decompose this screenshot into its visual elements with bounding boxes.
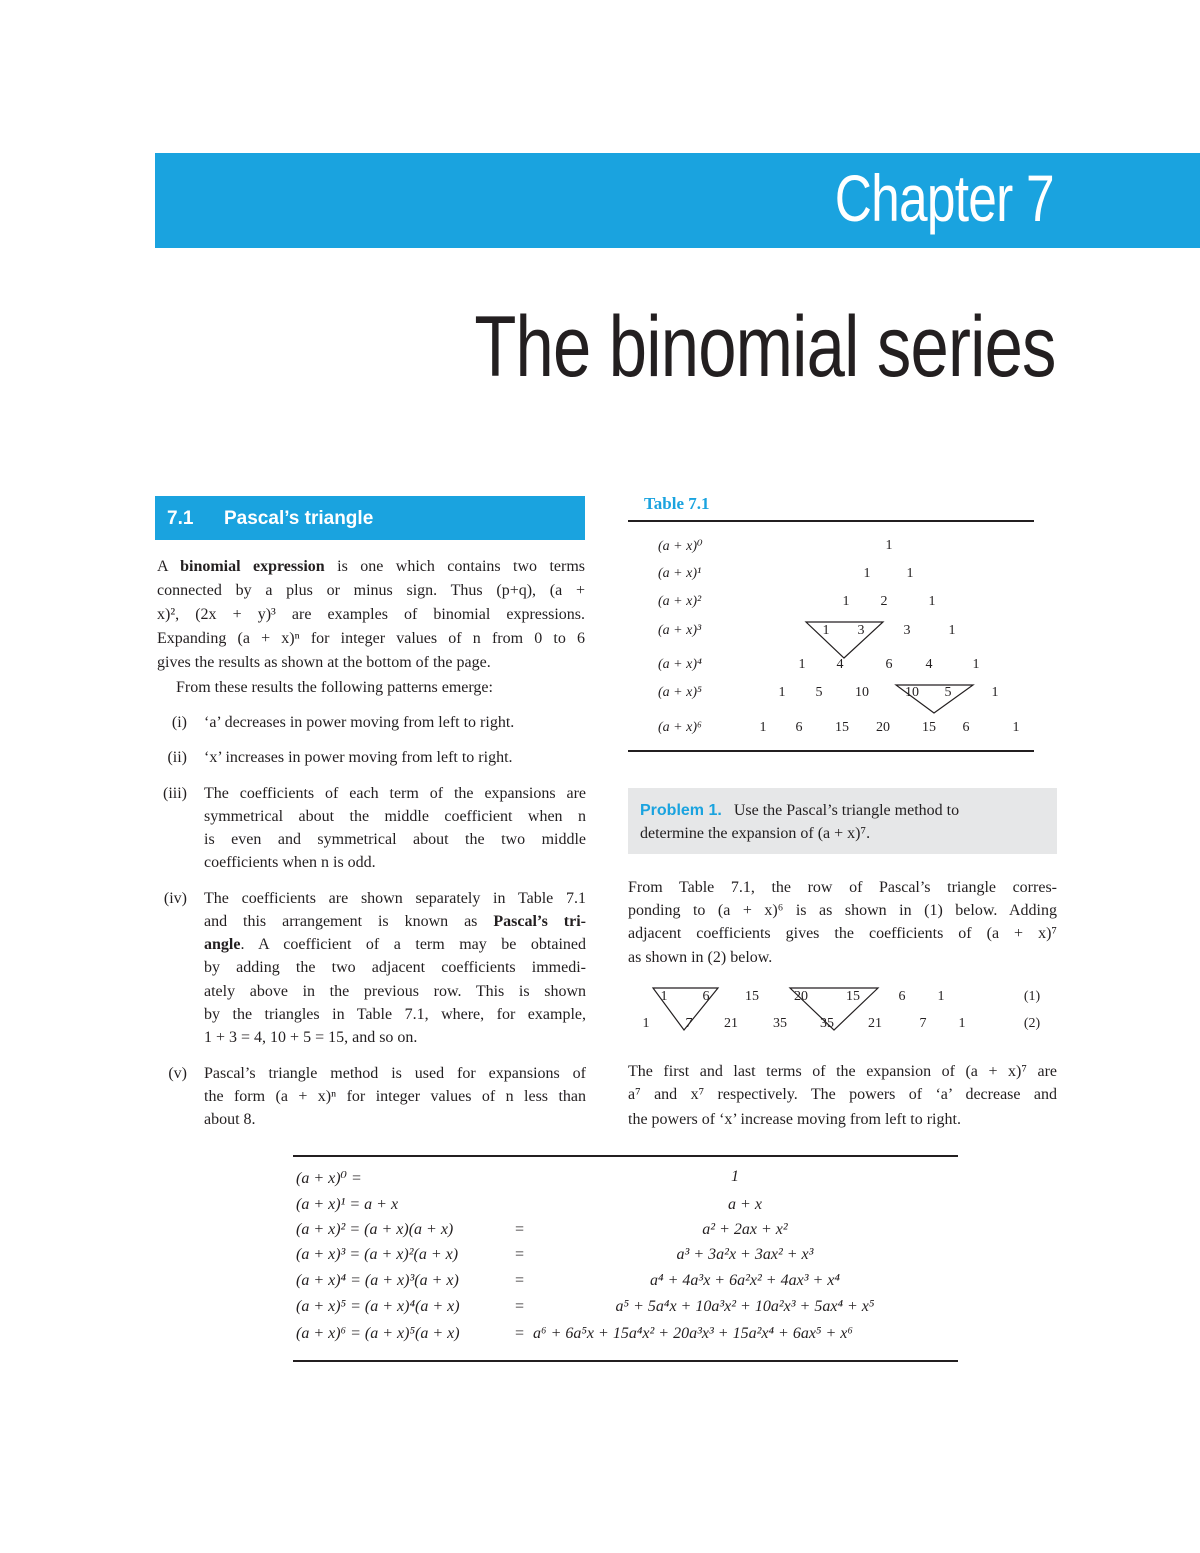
intro-line: x)², (2x + y)³ are examples of binomial expressions.: [157, 606, 585, 623]
row1-value: 1: [937, 989, 945, 1004]
paragraph-line: as shown in (2) below.: [628, 949, 773, 966]
table-cell: 2: [880, 594, 888, 609]
table-cell: 1: [798, 657, 806, 672]
addition-triangle: [806, 622, 883, 658]
paragraph-line: ponding to (a + x)⁶ is as shown in (1) below. Adding: [628, 902, 1057, 919]
table-cell: 1: [778, 685, 786, 700]
expansion-rhs: a⁴ + 4a³x + 6a²x² + 4ax³ + x⁴: [650, 1272, 840, 1289]
table-cell: 1: [759, 720, 767, 735]
table-cell: 3: [857, 623, 865, 638]
table-cell: 1: [885, 538, 893, 553]
expansion-bottom-rule: [293, 1360, 958, 1362]
chapter-label: Chapter 7: [834, 161, 1054, 235]
table-cell: 1: [972, 657, 980, 672]
list-item-line: the form (a + x)ⁿ for integer values of n less than: [204, 1088, 586, 1105]
list-item-line: The coefficients of each term of the expansions are: [204, 785, 586, 802]
table-row-label: (a + x)⁴: [658, 657, 702, 672]
problem-label: Problem 1.: [640, 802, 722, 819]
table-row-label: (a + x)¹: [658, 566, 702, 581]
paragraph-line: From Table 7.1, the row of Pascal’s triangle corres-: [628, 879, 1057, 896]
table-cell: 5: [815, 685, 823, 700]
table-cell: 4: [925, 657, 933, 672]
table-cell: 1: [948, 623, 956, 638]
list-item-line: and this arrangement is known as Pascal’s tri-: [204, 913, 586, 930]
row2-tag: (2): [1023, 1016, 1041, 1031]
table-cell: 5: [944, 685, 952, 700]
row1-value: 1: [660, 989, 668, 1004]
list-item-label: (ii): [167, 749, 187, 766]
expansion-lhs: (a + x)⁰ =: [296, 1170, 362, 1187]
paragraph-line: adjacent coefficients gives the coefficients of (a + x)⁷: [628, 925, 1057, 942]
table-cell: 10: [855, 685, 869, 700]
table-cell: 6: [885, 657, 893, 672]
patterns-line: From these results the following patterns emerge:: [176, 679, 493, 696]
row2-value: 35: [773, 1016, 787, 1031]
list-item: ‘a’ decreases in power moving from left to right.: [204, 714, 515, 731]
table-cell: 1: [822, 623, 830, 638]
list-item-line: by the triangles in Table 7.1, where, for example,: [204, 1006, 586, 1023]
expansion-rhs: a⁵ + 5a⁴x + 10a³x² + 10a²x³ + 5ax⁴ + x⁵: [615, 1298, 875, 1315]
table-cell: 1: [991, 685, 999, 700]
table-cell: 1: [928, 594, 936, 609]
expansion-equals: =: [514, 1246, 525, 1263]
table-cell: 1: [906, 566, 914, 581]
row1-tag: (1): [1023, 989, 1041, 1004]
expansion-rhs: a² + 2ax + x²: [702, 1221, 788, 1238]
intro-line: A binomial expression is one which contains two terms: [157, 558, 586, 575]
addition-triangle: [896, 685, 973, 713]
table-cell: 20: [876, 720, 890, 735]
list-item-line: about 8.: [204, 1111, 256, 1128]
table-cell: 6: [795, 720, 803, 735]
table-row-label: (a + x)⁰: [658, 539, 703, 554]
expansion-lhs: (a + x)² = (a + x)(a + x): [296, 1221, 454, 1238]
table-title: Table 7.1: [644, 494, 710, 513]
row2-value: 21: [724, 1016, 738, 1031]
row1-value: 6: [898, 989, 906, 1004]
table-cell: 10: [905, 685, 919, 700]
list-item-line: Pascal’s triangle method is used for expansions of: [204, 1065, 586, 1082]
row1-value: 6: [702, 989, 710, 1004]
expansion-equals: =: [514, 1221, 525, 1238]
row2-value: 7: [919, 1016, 927, 1031]
table-row-label: (a + x)⁵: [658, 685, 702, 700]
row1-value: 15: [745, 989, 759, 1004]
expansion-lhs: (a + x)⁵ = (a + x)⁴(a + x): [296, 1298, 460, 1315]
expansion-rhs: a + x: [728, 1196, 762, 1213]
list-item-line: coefficients when n is odd.: [204, 854, 376, 871]
problem-line: determine the expansion of (a + x)⁷.: [640, 825, 871, 842]
row2-value: 21: [868, 1016, 882, 1031]
list-item-line: angle. A coefficient of a term may be obtained: [204, 936, 586, 953]
table-cell: 15: [922, 720, 936, 735]
table-cell: 6: [962, 720, 970, 735]
intro-line: connected by a plus or minus sign. Thus (p+q), (a +: [157, 582, 585, 599]
expansion-equals: =: [514, 1272, 525, 1289]
list-item-line: 1 + 3 = 4, 10 + 5 = 15, and so on.: [204, 1029, 418, 1046]
list-item-label: (iii): [163, 785, 187, 802]
expansion-lhs: (a + x)⁶ = (a + x)⁵(a + x): [296, 1325, 460, 1342]
table-cell: 1: [842, 594, 850, 609]
expansion-equals: =: [514, 1298, 525, 1315]
paragraph-line: The first and last terms of the expansion of (a + x)⁷ are: [628, 1063, 1057, 1080]
row1-value: 15: [846, 989, 860, 1004]
list-item-line: symmetrical about the middle coefficient when n: [204, 808, 586, 825]
list-item-line: is even and symmetrical about the two middle: [204, 831, 586, 848]
row2-value: 1: [642, 1016, 650, 1031]
table-row-label: (a + x)³: [658, 623, 702, 638]
expansion-rhs: 1: [731, 1168, 739, 1185]
expansion-top-rule: [293, 1155, 958, 1157]
term-pascals-triangle: Pascal’s tri-: [493, 913, 586, 930]
expansion-lhs: (a + x)¹ = a + x: [296, 1196, 399, 1213]
list-item-line: ately above in the previous row. This is shown: [204, 983, 586, 1000]
list-item-label: (i): [171, 714, 187, 731]
list-item: ‘x’ increases in power moving from left to right.: [204, 749, 513, 766]
table-row-label: (a + x)⁶: [658, 720, 702, 735]
term-binomial-expression: binomial expression: [180, 558, 325, 575]
section-title: Pascal’s triangle: [224, 508, 374, 529]
intro-line: gives the results as shown at the bottom of the page.: [157, 654, 491, 671]
table-cell: 15: [835, 720, 849, 735]
expansion-rhs: a⁶ + 6a⁵x + 15a⁴x² + 20a³x³ + 15a²x⁴ + 6ax⁵ + x⁶: [533, 1325, 853, 1342]
expansion-rhs: a³ + 3a²x + 3ax² + x³: [676, 1246, 814, 1263]
expansion-lhs: (a + x)⁴ = (a + x)³(a + x): [296, 1272, 459, 1289]
row2-value: 1: [958, 1016, 966, 1031]
list-item-label: (v): [168, 1065, 187, 1082]
table-cell: 1: [863, 566, 871, 581]
table-cell: 4: [836, 657, 844, 672]
expansion-lhs: (a + x)³ = (a + x)²(a + x): [296, 1246, 459, 1263]
intro-line: Expanding (a + x)ⁿ for integer values of n from 0 to 6: [157, 630, 585, 647]
list-item-line: by adding the two adjacent coefficients immedi-: [204, 959, 586, 976]
list-item-label: (iv): [163, 890, 187, 907]
chapter-title: The binomial series: [474, 299, 1056, 395]
section-number: 7.1: [167, 508, 194, 529]
row2-value: 35: [820, 1016, 834, 1031]
table-cell: 1: [1012, 720, 1020, 735]
paragraph-line: the powers of ‘x’ increase moving from left to right.: [628, 1111, 961, 1128]
table-cell: 3: [903, 623, 911, 638]
table-row-label: (a + x)²: [658, 594, 702, 609]
paragraph-line: a⁷ and x⁷ respectively. The powers of ‘a’ decrease and: [628, 1086, 1057, 1103]
row1-value: 20: [794, 989, 808, 1004]
problem-line: Problem 1. Use the Pascal’s triangle method to: [640, 802, 960, 819]
row2-value: 7: [685, 1016, 693, 1031]
expansion-equals: =: [514, 1325, 525, 1342]
list-item-line: The coefficients are shown separately in Table 7.1: [204, 890, 586, 907]
